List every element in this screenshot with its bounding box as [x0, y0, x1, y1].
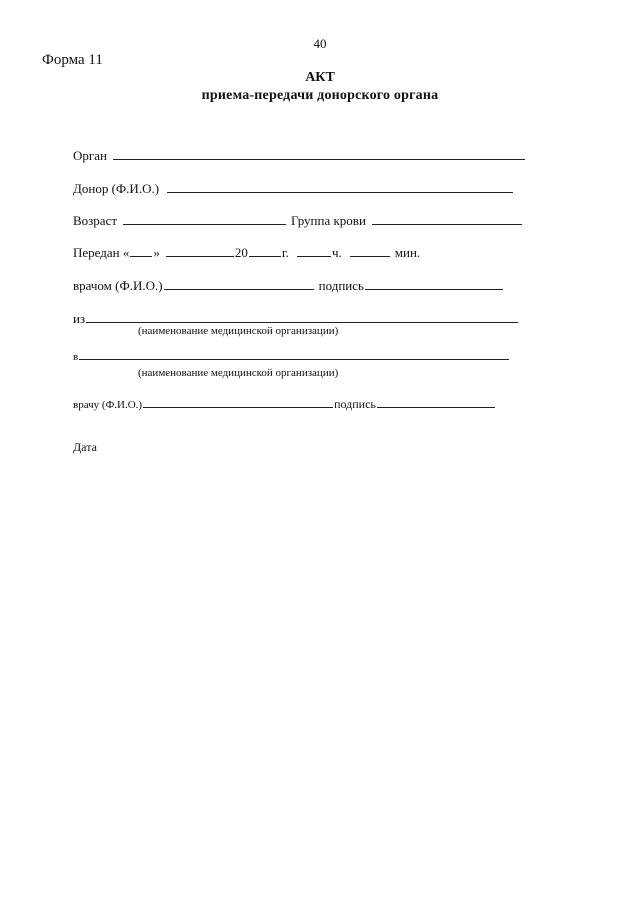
year-prefix: 20	[234, 245, 248, 260]
minutes-input-line[interactable]	[350, 255, 390, 257]
signature-2-label: подпись	[334, 397, 376, 411]
date-label: Дата	[73, 440, 97, 454]
from-label: из	[73, 311, 86, 326]
year-suffix: г.	[281, 245, 289, 260]
quote-close: »	[153, 245, 160, 260]
from-org-input-line[interactable]	[86, 321, 518, 323]
donor-label: Донор (Ф.И.О.)	[73, 181, 160, 196]
organ-label: Орган	[73, 148, 107, 163]
document-subtitle: приема-передачи донорского органа	[201, 88, 439, 103]
minutes-label: мин.	[394, 245, 421, 260]
blood-group-label: Группа крови	[291, 213, 366, 228]
signature-1-input-line[interactable]	[365, 288, 503, 290]
to-label: в	[73, 351, 79, 363]
to-org-input-line[interactable]	[79, 358, 509, 360]
transfer-row	[73, 245, 420, 261]
organ-input-line[interactable]	[113, 158, 525, 160]
transferred-label: Передан «	[73, 245, 130, 260]
hours-label: ч.	[331, 245, 342, 260]
day-input-line[interactable]	[130, 255, 152, 257]
doctor-from-row	[73, 278, 504, 294]
form-label: Форма 11	[42, 52, 103, 68]
page-number: 40	[313, 36, 327, 51]
to-org-row	[73, 351, 510, 363]
signature-1-label: подпись	[318, 278, 364, 293]
doctor-from-input-line[interactable]	[164, 288, 314, 290]
donor-input-line[interactable]	[167, 191, 513, 193]
doctor-to-label: врачу (Ф.И.О.)	[73, 399, 143, 411]
organ-row	[73, 148, 526, 164]
age-label: Возраст	[73, 213, 118, 228]
doctor-from-label: врачом (Ф.И.О.)	[73, 278, 163, 293]
blood-group-input-line[interactable]	[372, 223, 522, 225]
doctor-to-row	[73, 397, 496, 412]
month-input-line[interactable]	[166, 255, 234, 257]
org-hint-1: (наименование медицинской организации)	[138, 325, 339, 337]
signature-2-input-line[interactable]	[377, 406, 495, 408]
org-hint-2: (наименование медицинской организации)	[138, 367, 339, 379]
hours-input-line[interactable]	[297, 255, 331, 257]
doctor-to-input-line[interactable]	[143, 406, 333, 408]
year-input-line[interactable]	[249, 255, 281, 257]
age-input-line[interactable]	[123, 223, 286, 225]
donor-row	[73, 181, 514, 197]
document-title: АКТ	[305, 70, 335, 85]
age-blood-row	[73, 213, 523, 229]
